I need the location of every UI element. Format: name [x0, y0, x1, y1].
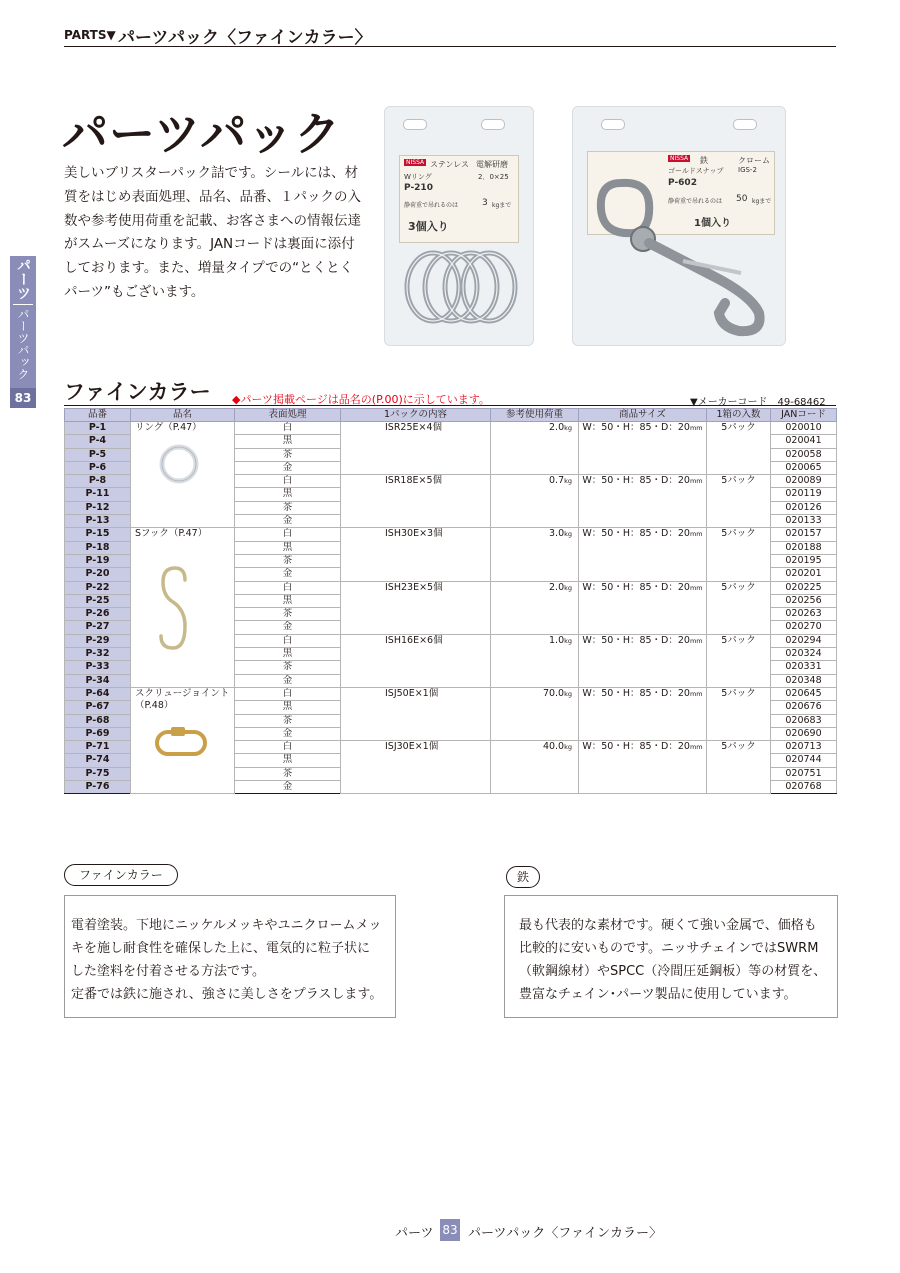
product-code-cell: P-68 [65, 714, 131, 727]
size-unit: mm [689, 424, 703, 432]
label-load: 50 [736, 194, 748, 204]
intro-line: がスムーズになります。JANコードは裏面に添付 [64, 236, 355, 253]
finish-cell: 金 [235, 674, 341, 687]
finish-cell: 白 [235, 634, 341, 647]
pack-content-cell [341, 422, 491, 475]
product-code-cell: P-34 [65, 674, 131, 687]
col-header-content: 1パックの内容 [341, 409, 491, 422]
label-code: P-602 [668, 178, 697, 188]
col-header-qty: 1箱の入数 [707, 409, 771, 422]
label-material: 鉄 [700, 156, 708, 165]
finish-cell: 金 [235, 781, 341, 794]
jan-code-cell: 020744 [771, 754, 837, 767]
load-cell [491, 741, 579, 794]
label-qty: 1個入り [694, 218, 731, 229]
label-finish: クローム [738, 156, 770, 165]
label-material: ステンレス [430, 160, 469, 169]
product-code-cell: P-12 [65, 501, 131, 514]
load-value: 1.0 [549, 634, 565, 646]
info-line: 比較的に安いものです。ニッサチェインではSWRM [519, 941, 819, 956]
label-load-caption: 静荷重で吊れるのは [404, 202, 459, 209]
box-qty-cell: 5パック [707, 475, 771, 528]
s-hook-icon [133, 540, 231, 672]
info-line: 最も代表的な素材です。硬くて強い金属で、価格も [519, 918, 817, 933]
label-size: 2．0×25 [478, 173, 509, 181]
info-line: 定番では鉄に施され、強さに美しさをプラスします。 [71, 987, 383, 1002]
header-title: パーツパック〈ファインカラー〉 [118, 28, 372, 48]
size-value: W：50・H：85・D：20 [582, 475, 690, 487]
load-unit: kg [564, 636, 572, 645]
jan-code-cell: 020225 [771, 581, 837, 594]
table-header-row [65, 409, 837, 422]
label-load: 3 [482, 198, 488, 208]
footer-section: パーツ [395, 1226, 434, 1241]
table-row [65, 687, 837, 700]
jan-code-cell: 020645 [771, 687, 837, 700]
product-code-cell: P-64 [65, 687, 131, 700]
box-qty-cell: 5パック [707, 581, 771, 634]
jan-code-cell: 020089 [771, 475, 837, 488]
finish-cell: 茶 [235, 767, 341, 780]
info-line: した塗料を付着させる方法です。 [71, 964, 265, 979]
jan-code-cell: 020256 [771, 594, 837, 607]
table-row [65, 528, 837, 541]
pack-content-cell [341, 475, 491, 528]
jan-code-cell: 020188 [771, 541, 837, 554]
jan-code-cell: 020294 [771, 634, 837, 647]
pack-content-cell [341, 741, 491, 794]
pack-content: ISJ30E×1個 [385, 741, 439, 753]
pack-content: ISR18E×5個 [385, 475, 443, 487]
hang-hole [403, 119, 427, 130]
pack-content: ISH16E×6個 [385, 634, 443, 646]
label-load-caption: 静荷重で吊れるのは [668, 198, 723, 205]
finish-cell: 金 [235, 568, 341, 581]
product-code-cell: P-1 [65, 422, 131, 435]
finish-cell: 白 [235, 741, 341, 754]
product-code-cell: P-4 [65, 435, 131, 448]
finish-cell: 茶 [235, 554, 341, 567]
info-line: 電着塗装。下地にニッケルメッキやユニクロームメッ [71, 918, 382, 933]
side-index-tab[interactable] [10, 256, 36, 408]
page-number: 83 [440, 1219, 460, 1241]
label-qty: 3個入り [408, 220, 449, 233]
header-category: PARTS▼ [64, 28, 116, 42]
intro-text [64, 162, 362, 305]
finish-cell: 茶 [235, 448, 341, 461]
load-value: 70.0 [542, 687, 565, 699]
intro-line: 数や参考使用荷重を記載、お客さまへの情報伝達 [64, 212, 361, 229]
product-code-cell: P-27 [65, 621, 131, 634]
pack-content-cell [341, 634, 491, 687]
product-code-cell: P-29 [65, 634, 131, 647]
screw-joint-icon [133, 712, 231, 792]
product-code-cell: P-6 [65, 461, 131, 474]
finish-cell: 黒 [235, 754, 341, 767]
product-code-cell: P-15 [65, 528, 131, 541]
hang-hole [733, 119, 757, 130]
pack-content-cell [341, 687, 491, 740]
label-load-unit: kgまで [492, 202, 512, 209]
pack-content: ISJ50E×1個 [385, 687, 439, 699]
jan-code-cell: 020065 [771, 461, 837, 474]
load-value: 2.0 [549, 422, 565, 433]
product-code-cell: P-20 [65, 568, 131, 581]
maker-code: ▼メーカーコード 49-68462 [690, 397, 826, 408]
product-name-cell [131, 528, 235, 688]
product-name: リング（P.47） [135, 422, 202, 433]
size-value: W：50・H：85・D：20 [582, 741, 690, 753]
finish-cell: 白 [235, 687, 341, 700]
size-unit: mm [689, 477, 703, 486]
col-header-code: 品番 [65, 409, 131, 422]
col-header-finish: 表面処理 [235, 409, 341, 422]
size-unit: mm [689, 743, 703, 752]
side-tab-page: 83 [10, 388, 36, 408]
brand-logo: NISSA [406, 159, 425, 166]
product-code-cell: P-11 [65, 488, 131, 501]
side-tab-sub: パーツパック [16, 308, 30, 380]
jan-code-cell: 020058 [771, 448, 837, 461]
info-box-finecolor [64, 895, 396, 1018]
product-code-cell: P-5 [65, 448, 131, 461]
finish-cell: 白 [235, 581, 341, 594]
finish-cell: 黒 [235, 648, 341, 661]
finish-cell: 茶 [235, 608, 341, 621]
product-code-cell: P-67 [65, 701, 131, 714]
finish-cell: 黒 [235, 488, 341, 501]
load-cell [491, 687, 579, 740]
label-item-name: Wリング [404, 173, 432, 181]
size-value: W：50・H：85・D：20 [582, 581, 690, 593]
intro-line: しております。また、増量タイプでの“とくとく [64, 260, 354, 277]
load-unit: kg [564, 743, 572, 752]
jan-code-cell: 020126 [771, 501, 837, 514]
load-cell [491, 634, 579, 687]
info-box-text [71, 914, 393, 1006]
jan-code-cell: 020683 [771, 714, 837, 727]
label-load-unit: kgまで [752, 198, 772, 205]
load-unit: kg [564, 689, 572, 698]
size-value: W：50・H：85・D：20 [582, 634, 690, 646]
box-qty-cell: 5パック [707, 634, 771, 687]
finish-cell: 金 [235, 515, 341, 528]
finish-cell: 黒 [235, 701, 341, 714]
side-tab-divider [13, 304, 33, 305]
finish-cell: 茶 [235, 714, 341, 727]
table-body [65, 422, 837, 794]
product-photo-snap [572, 106, 786, 346]
pack-content-cell [341, 581, 491, 634]
pack-content: ISH23E×5個 [385, 581, 443, 593]
finish-cell: 白 [235, 422, 341, 435]
jan-code-cell: 020690 [771, 727, 837, 740]
info-line: キを施し耐食性を確保した上に、電気的に粒子状に [71, 941, 371, 956]
product-name: スクリュージョイント [135, 687, 230, 699]
info-line: 豊富なチェイン･パーツ製品に使用しています。 [519, 987, 797, 1002]
intro-line: 美しいブリスターパック詰です。シールには、材 [64, 165, 359, 181]
info-box-iron [504, 895, 838, 1018]
load-value: 40.0 [542, 741, 565, 753]
finish-cell: 白 [235, 475, 341, 488]
info-box-label: ファインカラー [64, 864, 178, 886]
finish-cell: 黒 [235, 435, 341, 448]
jan-code-cell: 020768 [771, 781, 837, 794]
size-cell [579, 422, 707, 475]
jan-code-cell: 020331 [771, 661, 837, 674]
product-code-cell: P-19 [65, 554, 131, 567]
box-qty-cell: 5パック [707, 422, 771, 475]
size-unit: mm [689, 530, 703, 539]
label-item-name: ゴールドスナップ [668, 167, 724, 175]
size-value: W：50・H：85・D：20 [582, 687, 690, 699]
label-finish: 電解研磨 [476, 160, 508, 169]
jan-code-cell: 020713 [771, 741, 837, 754]
jan-code-cell: 020133 [771, 515, 837, 528]
info-box-text [519, 914, 835, 1006]
product-code-cell: P-32 [65, 648, 131, 661]
size-value: W：50・H：85・D：20 [582, 422, 690, 433]
product-code-cell: P-26 [65, 608, 131, 621]
product-name: Sフック（P.47） [135, 528, 208, 540]
product-table [64, 408, 837, 794]
product-code-cell: P-22 [65, 581, 131, 594]
side-tab-main: パーツ [15, 258, 31, 300]
table-row [65, 422, 837, 435]
load-value: 3.0 [549, 528, 565, 540]
jan-code-cell: 020263 [771, 608, 837, 621]
finish-cell: 黒 [235, 594, 341, 607]
footer-title: パーツパック〈ファインカラー〉 [468, 1226, 662, 1241]
size-cell [579, 581, 707, 634]
jan-code-cell: 020157 [771, 528, 837, 541]
label-code: P-210 [404, 183, 433, 193]
section-rule [64, 405, 836, 406]
product-page-ref: （P.48） [135, 699, 174, 711]
load-unit: kg [564, 583, 572, 592]
jan-code-cell: 020119 [771, 488, 837, 501]
finish-cell: 金 [235, 727, 341, 740]
load-cell [491, 528, 579, 581]
finish-cell: 金 [235, 621, 341, 634]
product-code-cell: P-69 [65, 727, 131, 740]
load-cell [491, 581, 579, 634]
product-code-cell: P-75 [65, 767, 131, 780]
finish-cell: 金 [235, 461, 341, 474]
brand-logo: NISSA [670, 155, 689, 162]
section-title: ファインカラー [64, 380, 211, 404]
finish-cell: 茶 [235, 661, 341, 674]
product-code-cell: P-76 [65, 781, 131, 794]
rings-image [399, 241, 523, 333]
jan-code-cell: 020751 [771, 767, 837, 780]
product-code-cell: P-8 [65, 475, 131, 488]
section-note: ◆パーツ掲載ページは品名の(P.00)に示しています。 [232, 393, 490, 406]
load-value: 0.7 [549, 475, 565, 487]
jan-code-cell: 020010 [771, 422, 837, 435]
jan-code-cell: 020201 [771, 568, 837, 581]
product-code-cell: P-74 [65, 754, 131, 767]
col-header-name: 品名 [131, 409, 235, 422]
jan-code-cell: 020195 [771, 554, 837, 567]
product-code-cell: P-18 [65, 541, 131, 554]
product-name-cell [131, 422, 235, 528]
size-value: W：50・H：85・D：20 [582, 528, 690, 540]
product-code-cell: P-33 [65, 661, 131, 674]
load-unit: kg [564, 530, 572, 539]
intro-line: 質をはじめ表面処理、品名、品番、１パックの入 [64, 188, 361, 205]
finish-cell: 茶 [235, 501, 341, 514]
hang-hole [481, 119, 505, 130]
size-cell [579, 475, 707, 528]
jan-code-cell: 020348 [771, 674, 837, 687]
size-cell [579, 528, 707, 581]
label-size: IGS-2 [738, 166, 757, 174]
load-cell [491, 475, 579, 528]
pack-content: ISH30E×3個 [385, 528, 443, 540]
box-qty-cell: 5パック [707, 741, 771, 794]
jan-code-cell: 020676 [771, 701, 837, 714]
info-box-label: 鉄 [506, 866, 540, 888]
product-code-cell: P-25 [65, 594, 131, 607]
size-unit: mm [689, 636, 703, 645]
col-header-load: 参考使用荷重 [491, 409, 579, 422]
size-cell [579, 634, 707, 687]
load-value: 2.0 [549, 581, 565, 593]
pack-content: ISR25E×4個 [385, 422, 443, 433]
size-cell [579, 741, 707, 794]
size-unit: mm [689, 583, 703, 592]
product-code-cell: P-71 [65, 741, 131, 754]
load-cell [491, 422, 579, 475]
box-qty-cell: 5パック [707, 687, 771, 740]
jan-code-cell: 020324 [771, 648, 837, 661]
box-qty-cell: 5パック [707, 528, 771, 581]
finish-cell: 黒 [235, 541, 341, 554]
load-unit: kg [564, 477, 572, 486]
page-title: パーツパック [62, 107, 342, 161]
product-code-cell: P-13 [65, 515, 131, 528]
finish-cell: 白 [235, 528, 341, 541]
jan-code-cell: 020041 [771, 435, 837, 448]
snap-hook-image [591, 163, 781, 343]
intro-line: パーツ”もございます。 [64, 283, 205, 300]
col-header-jan: JANコード [771, 409, 837, 422]
info-line: （軟鋼線材）やSPCC（冷間圧延鋼板）等の材質を、 [519, 964, 827, 979]
package-label-card [399, 155, 519, 243]
product-photo-wring [384, 106, 534, 346]
load-unit: kg [564, 424, 572, 432]
product-name-cell [131, 687, 235, 793]
ring-icon [133, 434, 231, 514]
jan-code-cell: 020270 [771, 621, 837, 634]
hang-hole [601, 119, 625, 130]
col-header-size: 商品サイズ [579, 409, 707, 422]
size-cell [579, 687, 707, 740]
pack-content-cell [341, 528, 491, 581]
page-header [64, 22, 836, 47]
size-unit: mm [689, 689, 703, 698]
